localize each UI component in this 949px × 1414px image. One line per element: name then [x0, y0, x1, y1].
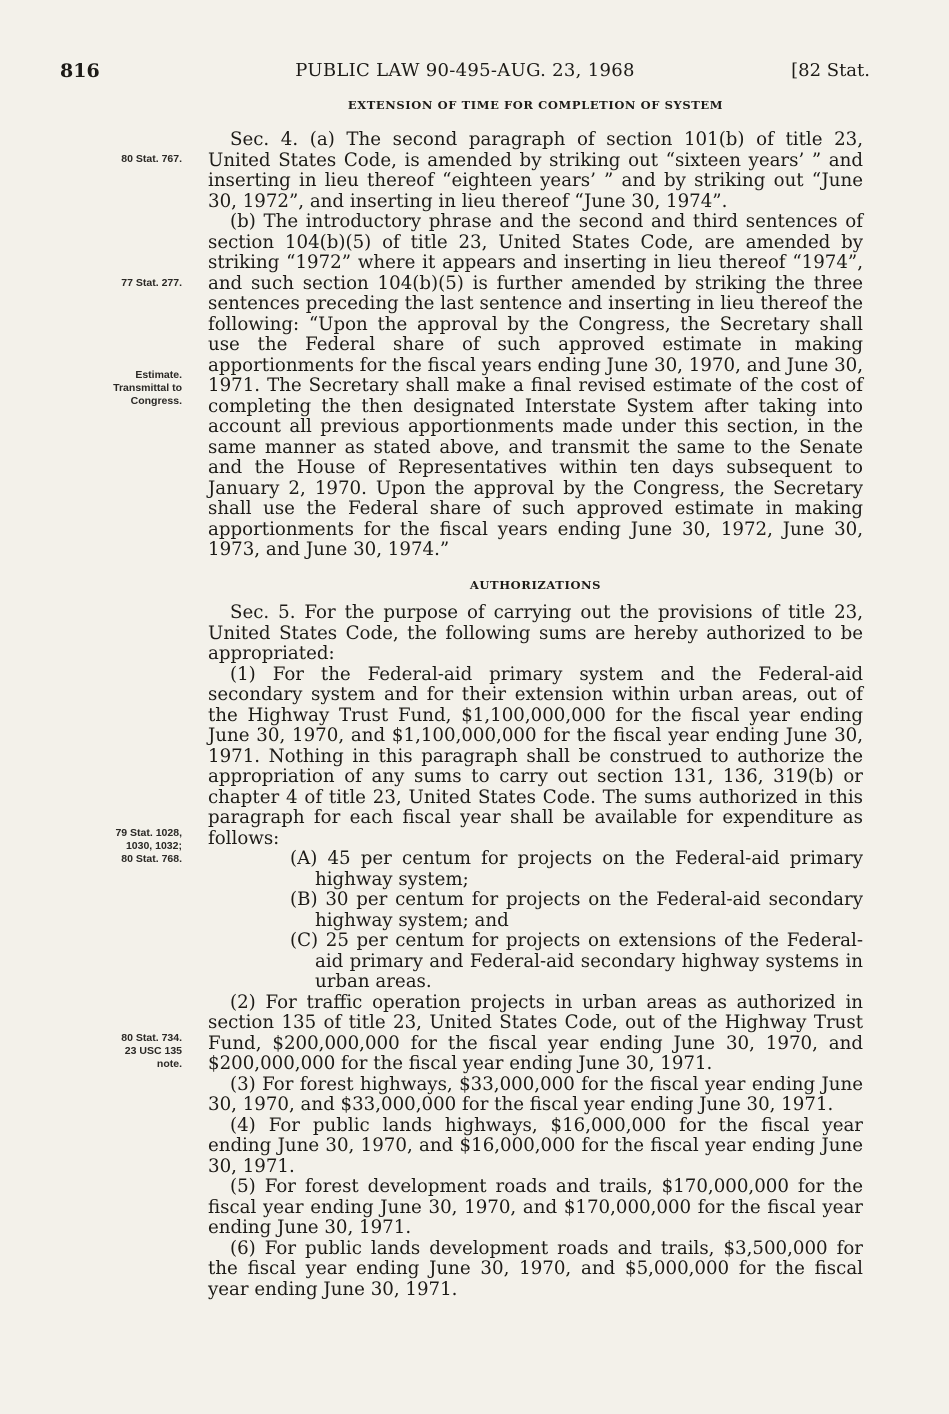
margin-note-77-stat-277: 77 Stat. 277. — [121, 277, 182, 289]
section-4-heading: EXTENSION OF TIME FOR COMPLETION OF SYSTEM — [347, 98, 724, 112]
section-5-item-3: (3) For forest highways, $33,000,000 for the fiscal year ending June 30, 1970, and $33,000,000 for the fiscal year ending June 30, 1971. — [208, 1073, 863, 1115]
section-5-item-1a: (A) 45 per centum for projects on the Federal-aid primary highway system; — [290, 848, 863, 890]
section-5-item-6: (6) For public lands development roads and trails, $3,500,000 for the fiscal year ending June 30, 1970, and $5,000,000 for the fiscal year ending June 30, 1971. — [208, 1237, 863, 1300]
section-5-item-1c: (C) 25 per centum for projects on extensions of the Federal-aid primary and Federal-aid secondary highway systems in urban areas. — [290, 930, 863, 992]
statute-reference: [82 Stat. — [791, 60, 870, 81]
section-5-item-2: (2) For traffic operation projects in urban areas as authorized in section 135 of title 23, United States Code, out of the Highway Trust Fund, $200,000,000 for the fiscal year ending June 30, 1970, and $200,000,000 for the fiscal year ending June 30, 1971. — [208, 991, 863, 1074]
section-5-item-4: (4) For public lands highways, $16,000,000 for the fiscal year ending June 30, 1970, and $16,000,000 for the fiscal year ending June 30, 1971. — [208, 1114, 863, 1177]
section-5-intro: Sec. 5. For the purpose of carrying out the provisions of title 23, United States Code, the following sums are hereby authorized to be appropriated: — [208, 602, 863, 664]
margin-note-80-stat-767: 80 Stat. 767. — [121, 153, 182, 165]
section-4b-paragraph: (b) The introductory phrase and the second and third sentences of section 104(b)(5) of title 23, United States Code, are amended by striking “1972” where it appears and inserting in lieu thereof “1974”, and such section 104(b)(5) is further amended by striking the three sentences preceding the last sentence and inserting in lieu thereof the following: “Upon the approval by the Congress, the Secretary shall use the Federal share of such approved estimate in making apportionments for the fiscal years ending June 30, 1970, and June 30, 1971. The Secretary shall make a final revised estimate of the cost of completing the then designated Interstate System after taking into account all previous apportionments made under this section, in the same manner as stated above, and transmit the same to the Senate and the House of Representatives within ten days subsequent to January 2, 1970. Upon the approval by the Congress, the Secretary shall use the Federal share of such approved estimate in making apportionments for the fiscal years ending June 30, 1972, June 30, 1973, and June 30, 1974.” — [208, 211, 863, 560]
section-5-item-5: (5) For forest development roads and trails, $170,000,000 for the fiscal year ending June 30, 1970, and $170,000,000 for the fiscal year ending June 30, 1971. — [208, 1176, 863, 1238]
margin-note-79-stat-1028: 79 Stat. 1028, 1030, 1032; 80 Stat. 768. — [115, 827, 182, 865]
section-4-body — [208, 130, 863, 561]
section-5-item-1: (1) For the Federal-aid primary system and the Federal-aid secondary system and for their extension within urban areas, out of the Highway Trust Fund, $1,100,000,000 for the fiscal year ending June 30, 1970, and $1,100,000,000 for the fiscal year ending June 30, 1971. Nothing in this paragraph shall be construed to authorize the appropriation of any sums to carry out section 131, 136, 319(b) or chapter 4 of title 23, United States Code. The sums authorized in this paragraph for each fiscal year shall be available for expenditure as follows: — [208, 663, 863, 849]
section-5-body — [208, 603, 863, 1300]
section-4a-paragraph: Sec. 4. (a) The second paragraph of section 101(b) of title 23, United States Code, is amended by striking out “sixteen years’ ” and inserting in lieu thereof “eighteen years’ ” and by striking out “June 30, 1972”, and inserting in lieu thereof “June 30, 1974”. — [208, 129, 863, 212]
running-title: PUBLIC LAW 90-495-AUG. 23, 1968 — [295, 60, 635, 81]
margin-note-80-stat-734: 80 Stat. 734. 23 USC 135 note. — [121, 1032, 182, 1070]
section-5-item-1b: (B) 30 per centum for projects on the Federal-aid secondary highway system; and — [290, 889, 863, 931]
page-number: 816 — [60, 60, 100, 82]
section-5-heading: AUTHORIZATIONS — [469, 578, 602, 592]
margin-note-estimate-transmittal: Estimate. Transmittal to Congress. — [113, 369, 182, 407]
page-header — [60, 60, 870, 86]
